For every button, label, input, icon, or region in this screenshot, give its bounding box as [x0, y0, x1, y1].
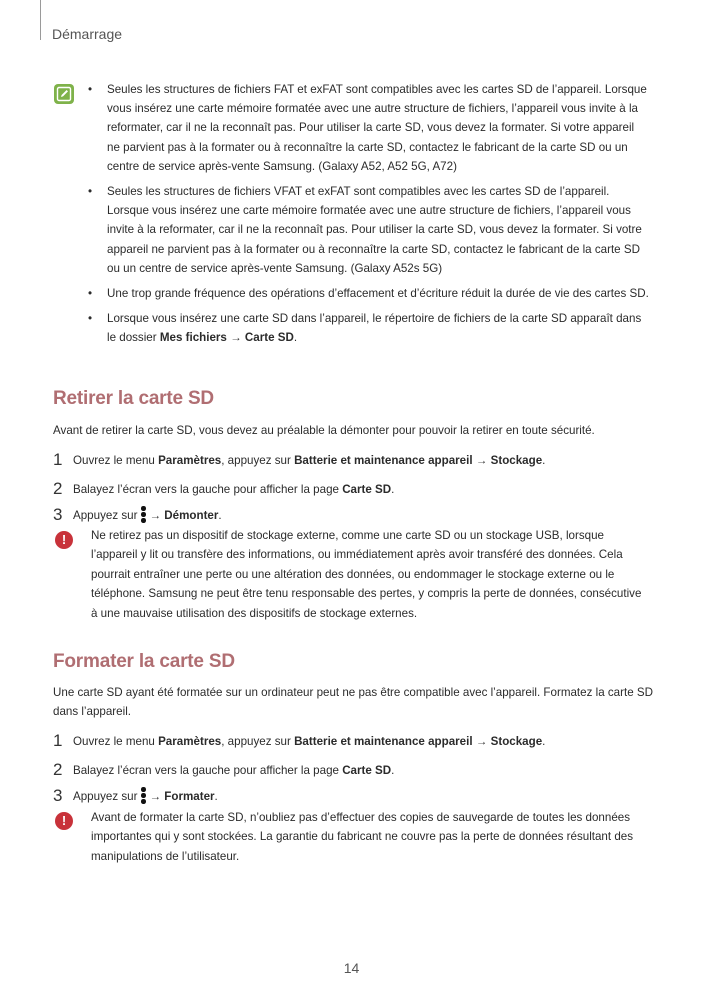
remove-warning: Ne retirez pas un dispositif de stockage externe, comme une carte SD ou un stockage USB, lorsque l’appareil y lit ou transfère des informations, ou immédiatement après avoir transféré des données. Cela pourrait entraîner une perte ou une altération des données, ou endommager le stockage externe ou le téléphone. Samsung ne peut être tenu responsable des pertes, y compris la perte de données, consécutive à une mauvaise utilisation des dispositifs de stockage externes.: [91, 529, 642, 620]
punctuation: .: [391, 764, 395, 777]
warning-icon: !: [55, 812, 73, 830]
section-heading-remove: Retirer la carte SD: [53, 388, 214, 409]
step-number: 1: [53, 731, 63, 750]
step-text: Appuyez sur: [73, 790, 138, 803]
settings-label: Paramètres: [158, 735, 222, 748]
format-label: Formater: [164, 790, 215, 803]
sd-card-label: Carte SD: [342, 764, 392, 777]
step-number: 3: [53, 505, 63, 524]
format-step-3: [53, 786, 653, 806]
page-number: 14: [343, 960, 360, 976]
more-options-icon: [140, 506, 146, 522]
sd-card-label: Carte SD: [342, 483, 392, 496]
section-heading-format: Formater la carte SD: [53, 651, 235, 672]
battery-maintenance-label: Batterie et maintenance appareil: [294, 454, 473, 467]
note-bullet-text-start: Lorsque vous insérez une carte SD dans l’appareil, le répertoire de fichiers de la carte SD apparaît dans le dossier: [107, 312, 642, 345]
storage-label: Stockage: [490, 454, 543, 467]
note-bullet-text: Seules les structures de fichiers FAT et exFAT sont compatibles avec les cartes SD de l’appareil. Lorsque vous insérez une carte mémoire formatée avec une autre structure de fichiers, l’appareil vous invite à la reformater, car il ne la reconnaît pas. Pour utiliser la carte SD, vous devez la formater. Si votre appareil ne parvient pas à la formater ou à reconnaître la carte SD, contactez le fabricant de la carte SD ou un centre de service après-vente Samsung. (Galaxy A52, A52 5G, A72): [107, 83, 647, 173]
punctuation: .: [214, 790, 218, 803]
path-arrow: →: [226, 331, 245, 345]
page-edge-rule: [40, 0, 41, 40]
punctuation: .: [542, 454, 546, 467]
storage-label: Stockage: [490, 735, 543, 748]
note-bullet-text: Une trop grande fréquence des opérations d’effacement et d’écriture réduit la durée de vie des cartes SD.: [107, 287, 649, 301]
format-warning: Avant de formater la carte SD, n’oubliez pas d’effectuer des copies de sauvegarde de toutes les données importantes qui y sont stockées. La garantie du fabricant ne couvre pas la perte de données résultant des manipulations de l’utilisateur.: [91, 811, 634, 863]
note-bullet-list: [88, 80, 650, 354]
path-arrow: →: [472, 454, 491, 467]
header-title: Démarrage: [52, 26, 123, 42]
step-text: Appuyez sur: [73, 509, 138, 522]
more-options-icon: [140, 787, 146, 803]
unmount-label: Démonter: [164, 509, 219, 522]
settings-label: Paramètres: [158, 454, 222, 467]
format-step-1: [53, 731, 653, 751]
step-text: , appuyez sur: [221, 735, 295, 748]
path-arrow: →: [149, 790, 165, 803]
note-pencil-icon: [54, 84, 74, 104]
note-bullet: • Seules les structures de fichiers FAT et exFAT sont compatibles avec les cartes SD de l’appareil. Lorsque vous insérez une carte mémoire formatée avec une autre structure de fichiers, l’appareil vous invite à la reformater, car il ne la reconnaît pas. Pour utiliser la carte SD, vous devez la formater. Si votre appareil ne parvient pas à la formater ou à reconnaître la carte SD, contactez le fabricant de la carte SD ou un centre de service après-vente Samsung. (Galaxy A52, A52 5G, A72): [88, 83, 647, 173]
step-number: 1: [53, 450, 63, 469]
punctuation: .: [391, 483, 395, 496]
note-bullet: • Une trop grande fréquence des opérations d’effacement et d’écriture réduit la durée de vie des cartes SD.: [88, 287, 649, 301]
note-bullet: • Lorsque vous insérez une carte SD dans l’appareil, le répertoire de fichiers de la carte SD apparaît dans le dossier Mes fichiers → Carte SD.: [88, 312, 642, 345]
step-number: 3: [53, 786, 63, 805]
note-bullet: • Seules les structures de fichiers VFAT et exFAT sont compatibles avec les cartes SD de l’appareil. Lorsque vous insérez une carte mémoire formatée avec une autre structure de fichiers, l’appareil vous invite à la reformater, car il ne la reconnaît pas. Pour utiliser la carte SD, vous devez la formater. Si votre appareil ne parvient pas à la formater ou à reconnaître la carte SD, contactez le fabricant de la carte SD ou un centre de service après-vente Samsung. (Galaxy A52s 5G): [88, 185, 642, 275]
warning-icon: !: [55, 531, 73, 549]
step-text: Ouvrez le menu: [73, 454, 159, 467]
path-arrow: →: [472, 735, 491, 748]
step-number: 2: [53, 479, 63, 498]
format-intro: Une carte SD ayant été formatée sur un ordinateur peut ne pas être compatible avec l’appareil. Formatez la carte SD dans l’appareil.: [53, 686, 653, 718]
remove-step-3: [53, 505, 653, 525]
step-text: Ouvrez le menu: [73, 735, 159, 748]
remove-intro: Avant de retirer la carte SD, vous devez au préalable la démonter pour pouvoir la retirer en toute sécurité.: [53, 424, 595, 437]
path-arrow: →: [149, 509, 165, 522]
remove-step-1: [53, 450, 653, 470]
step-text: Balayez l’écran vers la gauche pour afficher la page: [73, 483, 343, 496]
punctuation: .: [293, 331, 298, 345]
step-text: Balayez l’écran vers la gauche pour afficher la page: [73, 764, 343, 777]
battery-maintenance-label: Batterie et maintenance appareil: [294, 735, 473, 748]
punctuation: .: [542, 735, 546, 748]
remove-step-2: [53, 479, 653, 499]
note-bullet-text: Seules les structures de fichiers VFAT et exFAT sont compatibles avec les cartes SD de l’appareil. Lorsque vous insérez une carte mémoire formatée avec une autre structure de fichiers, l’appareil vous invite à la reformater, car il ne la reconnaît pas. Pour utiliser la carte SD, vous devez la formater. Si votre appareil ne parvient pas à la formater ou à reconnaître la carte SD, contactez le fabricant de la carte SD ou un centre de service après-vente Samsung. (Galaxy A52s 5G): [107, 185, 642, 275]
format-step-2: [53, 760, 653, 780]
sd-card-label: Carte SD: [244, 331, 294, 345]
my-files-label: Mes fichiers: [159, 331, 227, 345]
punctuation: .: [218, 509, 222, 522]
step-number: 2: [53, 760, 63, 779]
step-text: , appuyez sur: [221, 454, 295, 467]
